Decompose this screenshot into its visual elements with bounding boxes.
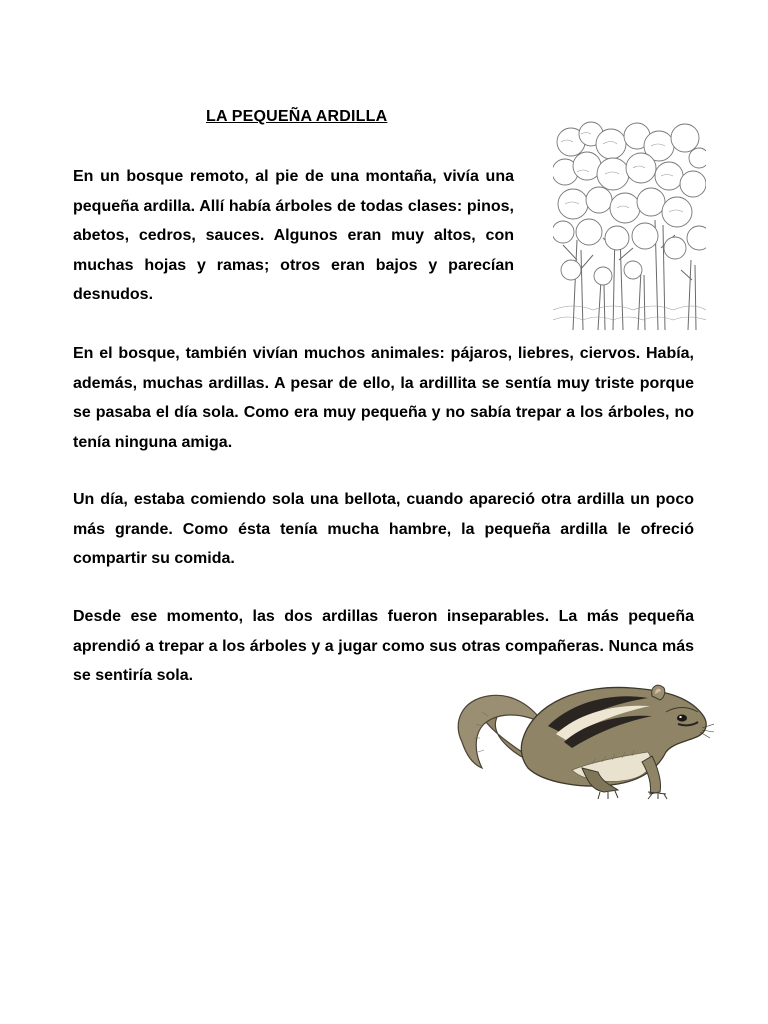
paragraph-4: Desde ese momento, las dos ardillas fueron inseparables. La más pequeña aprendió a trepar a los árboles y a jugar como sus otras compañeras. Nunca más se sentiría sola.: [73, 608, 694, 684]
document-title: LA PEQUEÑA ARDILLA: [206, 108, 388, 125]
forest-illustration: [553, 120, 706, 330]
paragraph-1: En un bosque remoto, al pie de una montaña, vivía una pequeña ardilla. Allí había árboles de todas clases: pinos, abetos, cedros, sauces. Algunos eran muy altos, con muchas hojas y ramas; otros eran bajos y parecían desnudos.: [73, 168, 514, 303]
paragraph-2: En el bosque, también vivían muchos animales: pájaros, liebres, ciervos. Había, además, muchas ardillas. A pesar de ello, la ardillita se sentía muy triste porque se pasaba el día sola. Como era muy pequeña y no sabía trepar a los árboles, no tenía ninguna amiga.: [73, 345, 694, 451]
squirrel-illustration: [452, 672, 714, 800]
paragraph-3: Un día, estaba comiendo sola una bellota, cuando apareció otra ardilla un poco más grande. Como ésta tenía mucha hambre, la pequeña ardilla le ofreció compartir su comida.: [73, 491, 694, 567]
